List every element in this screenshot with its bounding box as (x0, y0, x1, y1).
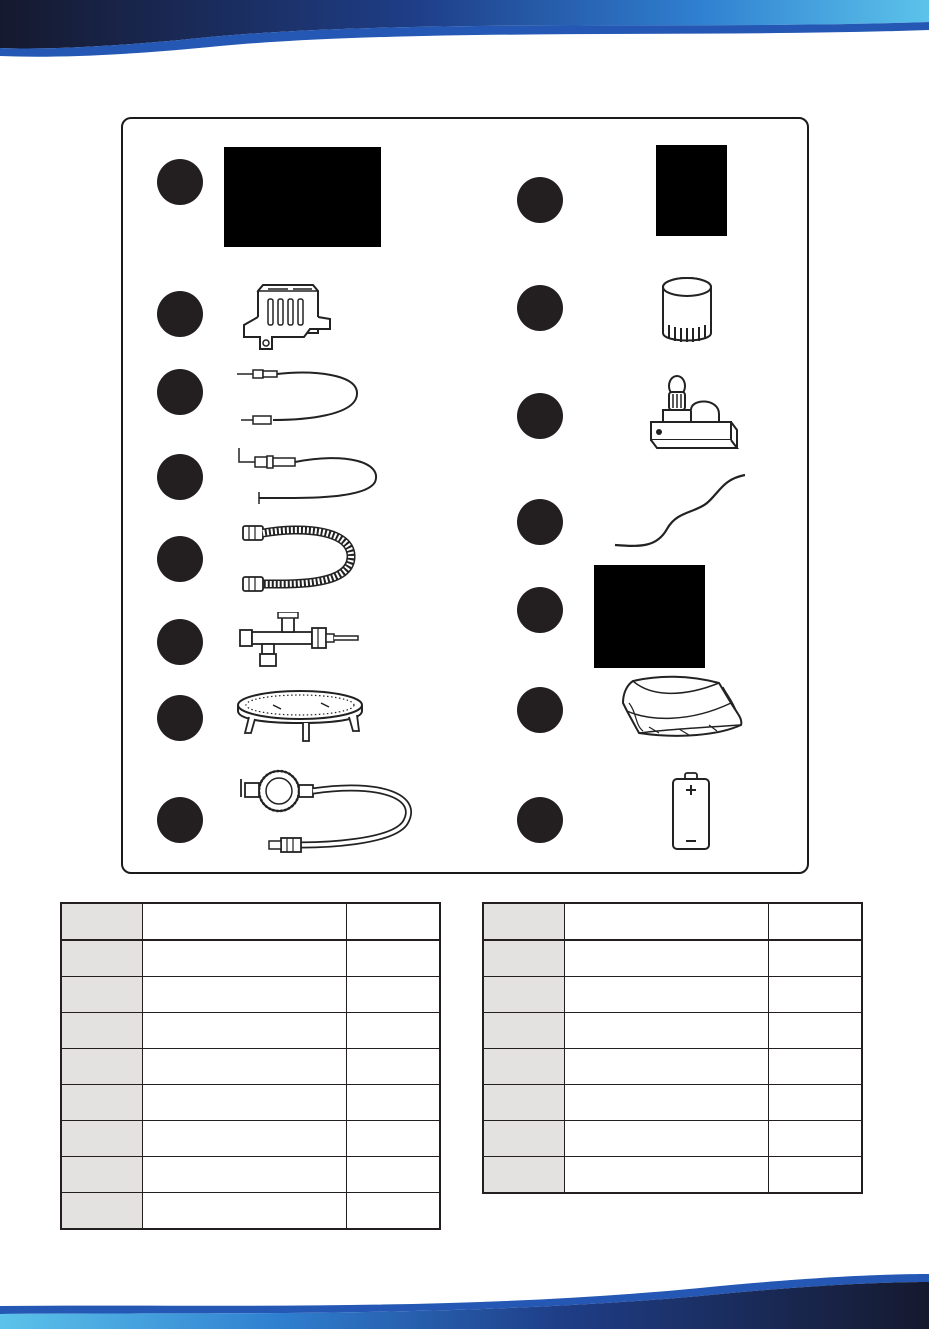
piezo-igniter-icon (643, 374, 743, 456)
description-cell (143, 940, 347, 977)
table-row (61, 940, 440, 977)
thermocouple-icon (235, 444, 385, 504)
bottom-decorative-band (0, 1254, 929, 1329)
quantity-cell (768, 1085, 862, 1121)
part-marker (157, 797, 203, 843)
part-number-cell (483, 1157, 565, 1194)
description-cell (565, 1085, 769, 1121)
table-row (61, 1049, 440, 1085)
parts-panel (121, 117, 809, 874)
gas-regulator-hose-icon (231, 767, 416, 857)
description-cell (143, 903, 347, 940)
heat-shield-bracket-icon (238, 277, 348, 355)
description-cell (143, 1013, 347, 1049)
parts-table-left (60, 902, 441, 1230)
part-number-cell (483, 1013, 565, 1049)
quantity-cell (346, 1157, 440, 1193)
flexible-gas-hose-icon (233, 522, 363, 594)
table-row (61, 1013, 440, 1049)
part-number-cell (483, 977, 565, 1013)
part-marker (517, 177, 563, 223)
quantity-cell (346, 1085, 440, 1121)
part-marker (157, 159, 203, 205)
quantity-cell (768, 1013, 862, 1049)
part-marker (157, 291, 203, 337)
part-number-cell (61, 1121, 143, 1157)
table-header-row (61, 903, 440, 940)
description-cell (565, 940, 769, 977)
part-marker (517, 393, 563, 439)
table-row (483, 1121, 862, 1157)
description-cell (565, 903, 769, 940)
quantity-cell (346, 1193, 440, 1230)
quantity-cell (346, 1013, 440, 1049)
table-row (483, 940, 862, 977)
part-image-block (224, 147, 381, 247)
part-marker (517, 499, 563, 545)
part-number-cell (61, 1193, 143, 1230)
quantity-cell (346, 977, 440, 1013)
part-marker (157, 536, 203, 582)
top-decorative-band (0, 0, 929, 70)
ignition-wire-icon (233, 364, 363, 432)
description-cell (565, 1157, 769, 1194)
quantity-cell (346, 1049, 440, 1085)
gas-valve-icon (238, 612, 363, 672)
ground-wire-icon (611, 471, 751, 551)
table-header-row (483, 903, 862, 940)
quantity-cell (768, 1157, 862, 1194)
table-row (483, 1013, 862, 1049)
part-marker (157, 695, 203, 741)
quantity-cell (768, 940, 862, 977)
description-cell (565, 1121, 769, 1157)
part-marker (517, 285, 563, 331)
part-marker (517, 797, 563, 843)
part-number-cell (483, 1121, 565, 1157)
part-number-cell (483, 940, 565, 977)
part-number-cell (483, 1085, 565, 1121)
part-number-cell (483, 1049, 565, 1085)
table-row (61, 1085, 440, 1121)
description-cell (143, 1085, 347, 1121)
part-number-cell (61, 940, 143, 977)
description-cell (143, 1193, 347, 1230)
part-marker (517, 687, 563, 733)
parts-table-right (482, 902, 863, 1194)
control-knob-icon (659, 275, 715, 345)
quantity-cell (768, 1121, 862, 1157)
cover-icon (619, 673, 745, 745)
quantity-cell (768, 977, 862, 1013)
part-marker (157, 454, 203, 500)
quantity-cell (768, 903, 862, 940)
part-image-block (656, 145, 727, 236)
description-cell (565, 1013, 769, 1049)
quantity-cell (346, 903, 440, 940)
table-row (483, 1085, 862, 1121)
table-row (61, 977, 440, 1013)
description-cell (143, 1157, 347, 1193)
table-row (61, 1121, 440, 1157)
part-marker (517, 587, 563, 633)
part-marker (157, 619, 203, 665)
part-number-cell (61, 1085, 143, 1121)
part-number-cell (61, 1049, 143, 1085)
table-row (483, 977, 862, 1013)
table-row (483, 1157, 862, 1194)
part-number-cell (483, 903, 565, 940)
table-row (483, 1049, 862, 1085)
description-cell (143, 1049, 347, 1085)
quantity-cell (346, 1121, 440, 1157)
description-cell (143, 977, 347, 1013)
part-number-cell (61, 903, 143, 940)
part-number-cell (61, 1157, 143, 1193)
description-cell (565, 977, 769, 1013)
part-marker (157, 369, 203, 415)
description-cell (143, 1121, 347, 1157)
table-row (61, 1157, 440, 1193)
description-cell (565, 1049, 769, 1085)
table-row (61, 1193, 440, 1230)
burner-ring-icon (233, 687, 368, 749)
part-image-block (594, 565, 705, 668)
quantity-cell (768, 1049, 862, 1085)
quantity-cell (346, 940, 440, 977)
part-number-cell (61, 977, 143, 1013)
battery-icon (669, 771, 713, 853)
part-number-cell (61, 1013, 143, 1049)
